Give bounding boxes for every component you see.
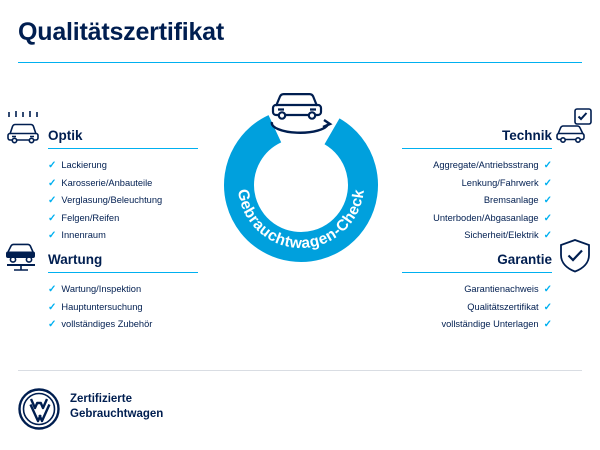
list-item-label: Sicherheit/Elektrik (464, 230, 539, 240)
check-icon: ✓ (543, 195, 552, 206)
section-divider (48, 272, 198, 273)
car-lift-icon (4, 238, 46, 277)
title-divider (18, 62, 582, 63)
section-garantie (402, 252, 552, 334)
check-icon: ✓ (543, 301, 552, 313)
section-heading: Wartung (48, 252, 103, 267)
section-items (402, 157, 552, 245)
page-title: Qualitätszertifikat (18, 18, 224, 46)
car-checklist-icon (556, 108, 596, 149)
check-icon: ✓ (48, 160, 57, 171)
section-items (402, 281, 552, 334)
check-icon: ✓ (543, 160, 552, 171)
badge-center-label: 360° (270, 166, 332, 199)
list-item (402, 175, 552, 193)
footer-line-2: Gebrauchtwagen (70, 408, 164, 420)
list-item-label: Unterboden/Abgasanlage (433, 212, 539, 223)
list-item (48, 210, 198, 228)
list-item (402, 192, 552, 210)
list-item (48, 281, 198, 299)
list-item (402, 316, 552, 334)
section-heading: Optik (48, 128, 83, 143)
shield-check-icon (558, 238, 592, 279)
list-item-label: Bremsanlage (483, 195, 539, 205)
list-item (48, 316, 198, 334)
list-item (402, 227, 552, 245)
footer-divider (18, 370, 582, 371)
list-item-label: Lackierung (61, 160, 107, 170)
list-item-label: Verglasung/Beleuchtung (61, 195, 163, 205)
check-icon: ✓ (48, 284, 57, 295)
list-item (48, 192, 198, 210)
list-item-label: Lenkung/Fahrwerk (461, 177, 539, 188)
list-item (48, 157, 198, 175)
list-item (402, 210, 552, 228)
list-item (48, 227, 198, 245)
section-heading: Garantie (497, 252, 552, 267)
section-items (48, 157, 198, 245)
list-item (402, 299, 552, 317)
check-icon: ✓ (48, 319, 57, 330)
check-icon: ✓ (543, 284, 552, 295)
list-item-label: vollständige Unterlagen (441, 319, 539, 329)
list-item-label: Wartung/Inspektion (61, 284, 142, 294)
check-icon: ✓ (48, 177, 57, 189)
badge-ring-label: Gebrauchtwagen-Check (233, 187, 368, 253)
section-divider (48, 148, 198, 149)
check-icon: ✓ (48, 212, 57, 224)
gebrauchtwagen-check-badge (208, 92, 394, 278)
section-optik (48, 128, 198, 245)
car-front-360-icon (258, 82, 344, 134)
section-heading: Technik (501, 128, 552, 143)
section-divider (402, 148, 552, 149)
list-item-label: Karosserie/Anbauteile (61, 177, 153, 188)
list-item-label: Innenraum (61, 230, 106, 240)
section-wartung (48, 252, 198, 334)
list-item-label: Qualitätszertifikat (467, 301, 539, 312)
check-icon: ✓ (48, 195, 57, 206)
list-item-label: Aggregate/Antriebsstrang (433, 160, 539, 170)
check-icon: ✓ (48, 301, 57, 313)
check-icon: ✓ (543, 319, 552, 330)
footer-text (70, 392, 163, 422)
list-item (402, 281, 552, 299)
check-icon: ✓ (543, 212, 552, 224)
section-items (48, 281, 198, 334)
footer-line-1: Zertifizierte (70, 393, 132, 405)
section-technik (402, 128, 552, 245)
section-divider (402, 272, 552, 273)
list-item-label: Garantienachweis (464, 284, 539, 294)
check-icon: ✓ (543, 230, 552, 241)
car-wash-icon (4, 110, 46, 149)
list-item-label: vollständiges Zubehör (61, 319, 153, 329)
list-item (402, 157, 552, 175)
check-icon: ✓ (48, 230, 57, 241)
check-icon: ✓ (543, 177, 552, 189)
list-item-label: Hauptuntersuchung (61, 301, 143, 312)
list-item (48, 175, 198, 193)
list-item-label: Felgen/Reifen (61, 212, 120, 223)
list-item (48, 299, 198, 317)
vw-logo-icon (18, 388, 60, 430)
